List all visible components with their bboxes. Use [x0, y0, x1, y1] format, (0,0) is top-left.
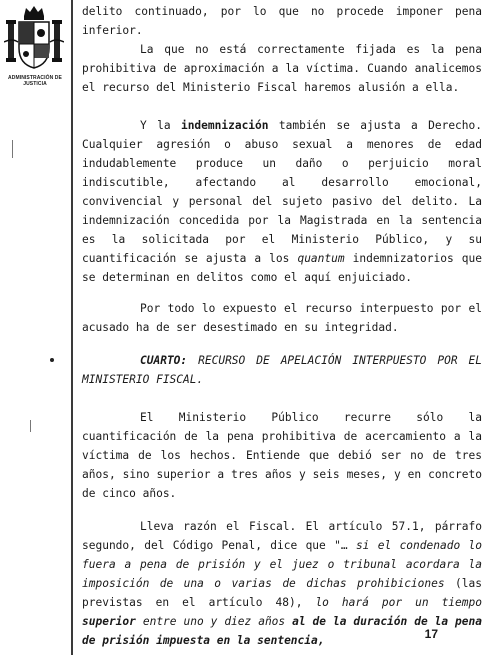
section-label: CUARTO: [140, 354, 188, 367]
coat-of-arms-logo [4, 2, 64, 74]
paragraph-pena-prohibitiva: La que no está correctamente fijada es la pena prohibitiva de aproximación a la víctima. Cuando analicemos el recurso del Ministerio Fiscal haremos alusión a ella. [82, 43, 482, 94]
paragraph-conclusion: Por todo lo expuesto el recurso interpuesto por el acusado ha de ser desestimado en su integridad. [82, 302, 482, 334]
bold-term-indemnizacion: indemnización [180, 119, 269, 132]
institution-caption: ADMINISTRACIÓN DE JUSTICIA [8, 75, 62, 87]
section-heading [82, 351, 482, 389]
page-number: 17 [424, 627, 438, 641]
document-body [82, 2, 482, 650]
section-title: RECURSO DE APELACIÓN INTERPUESTO POR EL MINISTERIO FISCAL. [82, 354, 482, 386]
paragraph-ministerio-publico: El Ministerio Público recurre sólo la cuantificación de la pena prohibitiva de acercamiento a la víctima de los hechos. Entiende que debió ser no de tres años, sino superior a tres años y seis meses, y en concreto de cinco años. [82, 411, 482, 500]
paragraph-continuation: delito continuado, por lo que no procede imponer pena inferior. [82, 5, 482, 37]
scan-speck [30, 420, 31, 432]
scan-speck [50, 358, 54, 362]
paragraph-indemnizacion: Y la indemnización también se ajusta a Derecho. Cualquier agresión o abuso sexual a menores de edad indudablemente produce un daño o perjuicio moral indiscutible, afectando al desarrollo emocional, convivencial y personal del sujeto pasivo del delito. La indemnización concedida por la Magistrada en la sentencia es la solicitada por el Ministerio Público, y su cuantificación se ajusta a los quantum indemnizatorios que se determinan en delitos como el aquí enjuiciado. [82, 119, 483, 284]
scan-speck [12, 140, 13, 158]
italic-term-quantum: quantum [297, 252, 345, 265]
paragraph-articulo-57: Lleva razón el Fiscal. El artículo 57.1, párrafo segundo, del Código Penal, dice que "… si el condenado lo fuera a pena de prisión y el juez o tribunal acordara la imposición de una o varias de dichas prohibiciones (las previstas en el artículo 48), lo hará por un tiempo superior entre uno y diez años al de la duración de la pena de prisión impuesta en la sentencia, [82, 520, 482, 647]
margin-line [71, 0, 73, 655]
